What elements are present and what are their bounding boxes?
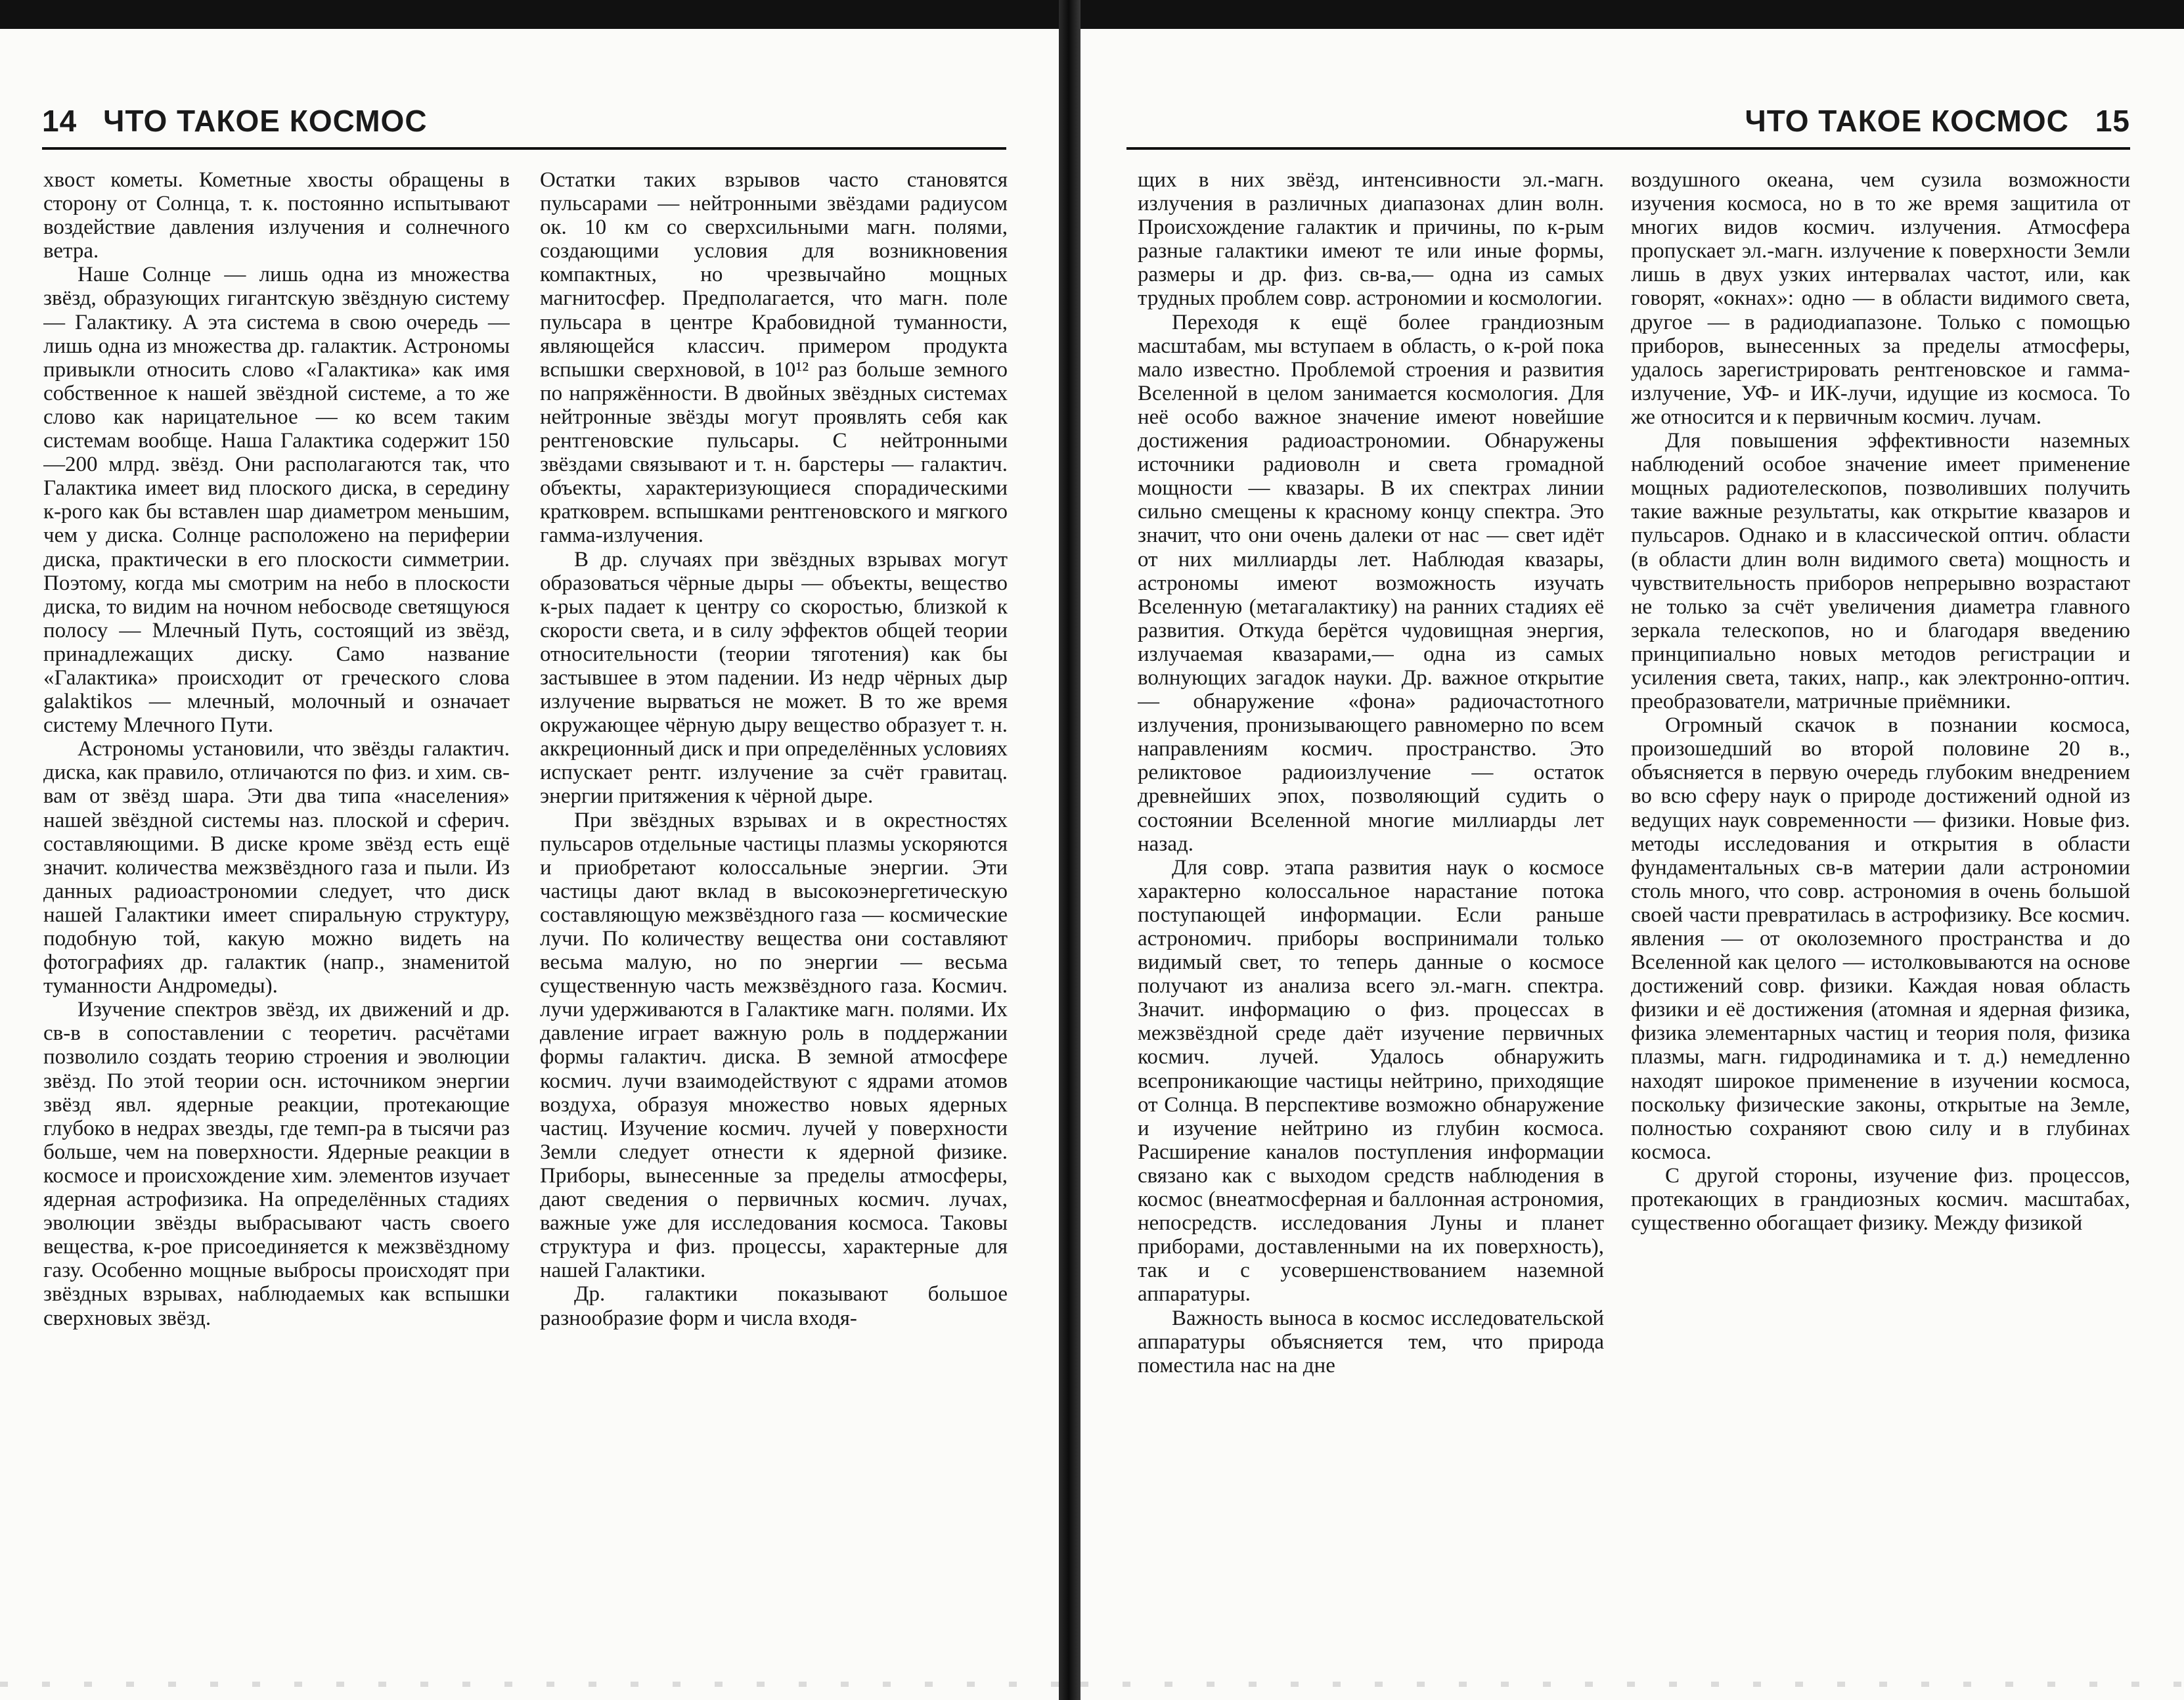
paragraph: В др. случаях при звёздных взрывах могут образоваться чёрные дыры — объекты, вещество к-рых падает к центру со скоростью, близкой к скорости света, и в силу эффектов общей теории относительности (теории тяготения) как бы застывшее в этом падении. Из недр чёрных дыр излучение вырваться не может. В то же время окружающее чёрную дыру вещество образует т. н. аккреционный диск и при определённых условиях испускает рентг. излучение за счёт гравитац. энергии притяжения к чёрной дыре.	[540, 547, 1008, 809]
right-header-title: ЧТО ТАКОЕ КОСМОС	[1745, 104, 2069, 138]
paragraph: Наше Солнце — лишь одна из множества звёзд, образующих гигантскую звёздную систему — Галактику. А эта система в свою очередь — лишь одна из множества др. галактик. Астрономы привыкли относить слово «Галактика» как имя собственное к нашей звёздной системе, а то же слово как нарицательное — ко всем таким системам вообще. Наша Галактика содержит 150—200 млрд. звёзд. Они располагаются так, что Галактика имеет вид плоского диска, в середину к-рого как бы вставлен шар диаметром меньшим, чем у диска. Солнце расположено на периферии диска, практически в его плоскости симметрии. Поэтому, когда мы смотрим на небо в плоскости диска, то видим на ночном небосводе светящуюся полосу — Млечный Путь, состоящий из звёзд, принадлежащих диску. Само название «Галактика» происходит от греческого слова galaktikos — млечный, молочный и означает систему Млечного Пути.	[43, 263, 510, 738]
scan-artifact	[1081, 1682, 2184, 1687]
left-running-head	[42, 95, 1006, 150]
right-page	[1081, 29, 2184, 1700]
scan-artifact	[0, 1682, 1059, 1687]
right-column-1	[1138, 168, 1604, 1620]
left-header-title: ЧТО ТАКОЕ КОСМОС	[103, 104, 428, 138]
paragraph: Огромный скачок в познании космоса, произошедший во второй половине 20 в., объясняется в первую очередь глубоким внедрением во всю сферу наук о природе достижений одной из ведущих наук современности — физики. Новые физ. методы исследования и открытия в области фундаментальных св-в материи дали астрономии столь много, что совр. астрономия в очень большой своей части превратилась в астрофизику. Все космич. явления — от околоземного пространства и до Вселенной как целого — истолковываются на основе достижений совр. физики. Каждая новая область физики и её достижения (атомная и ядерная физика, физика элементарных частиц и теория поля, физика плазмы, магн. гидродинамика и т. д.) немедленно находят широкое применение в изучении космоса, поскольку физические законы, открытые на Земле, полностью сохраняют свою силу и в глубинах космоса.	[1631, 713, 2130, 1164]
right-running-head	[1126, 95, 2130, 150]
left-page	[0, 29, 1059, 1700]
left-column-2	[540, 168, 1008, 1620]
right-column-2	[1631, 168, 2130, 1620]
paragraph: При звёздных взрывах и в окрестностях пульсаров отдельные частицы плазмы ускоряются и приобретают колоссальные энергии. Эти частицы дают вклад в высокоэнергетическую составляющую межзвёздного газа — космические лучи. По количеству вещества они составляют весьма малую, но по энергии — весьма существенную часть межзвёздного газа. Космич. лучи удерживаются в Галактике магн. полями. Их давление играет важную роль в поддержании формы галактич. диска. В земной атмосфере космич. лучи взаимодействуют с ядрами атомов воздуха, образуя множество новых ядерных частиц. Изучение космич. лучей у поверхности Земли следует отнести к ядерной физике. Приборы, вынесенные за пределы атмосферы, дают сведения о первичных космич. лучах, важные уже для исследования космоса. Таковы структура и физ. процессы, характерные для нашей Галактики.	[540, 808, 1008, 1283]
left-column-1	[43, 168, 510, 1620]
paragraph: Для повышения эффективности наземных наблюдений особое значение имеет применение мощных радиотелескопов, позволивших получить такие важные результаты, как открытие квазаров и пульсаров. Однако и в классической оптич. области (в области длин волн видимого света) мощность и чувствительность приборов непрерывно возрастают не только за счёт увеличения диаметра главного зеркала телескопов, но и благодаря введению принципиально новых методов регистрации и усиления света, таких, напр., как электронно-оптич. преобразователи, матричные приёмники.	[1631, 429, 2130, 714]
right-page-number: 15	[2095, 104, 2130, 138]
paragraph: щих в них звёзд, интенсивности эл.-магн. излучения в различных диапазонах длин волн. Происхождение галактик и причины, по к-рым разные галактики имеют те или иные формы, размеры и др. физ. св-ва,— одна из самых трудных проблем совр. астрономии и космологии.	[1138, 168, 1604, 311]
paragraph: Астрономы установили, что звёзды галактич. диска, как правило, отличаются по физ. и хим. св-вам от звёзд шара. Эти два типа «населения» нашей звёздной системы наз. плоской и сферич. составляющими. В диске кроме звёзд есть ещё значит. количества межзвёздного газа и пыли. Из данных радиоастрономии следует, что диск нашей Галактики имеет спиральную структуру, подобную той, какую можно видеть на фотографиях др. галактик (напр., знаменитой туманности Андромеды).	[43, 737, 510, 998]
paragraph: Переходя к ещё более грандиозным масштабам, мы вступаем в область, о к-рой пока мало известно. Проблемой строения и развития Вселенной в целом занимается космология. Для неё особо важное значение имеют новейшие достижения радиоастрономии. Обнаружены источники радиоволн и света громадной мощности — квазары. В их спектрах линии сильно смещены к красному концу спектра. Это значит, что они очень далеки от нас — свет идёт от них миллиарды лет. Наблюдая квазары, астрономы имеют возможность изучать Вселенную (метагалактику) на ранних стадиях её развития. Откуда берётся чудовищная энергия, излучаемая квазарами,— одна из самых волнующих загадок науки. Др. важное открытие — обнаружение «фона» радиочастотного излучения, пронизывающего равномерно по всем направлениям космич. пространство. Это реликтовое радиоизлучение — остаток древнейших эпох, позволяющий судить о состоянии Вселенной многие миллиарды лет назад.	[1138, 310, 1604, 856]
scan-top-edge	[0, 0, 2184, 29]
book-spine	[1059, 0, 1081, 1700]
paragraph: воздушного океана, чем сузила возможности изучения космоса, но в то же время защитила от многих видов космич. излучения. Атмосфера пропускает эл.-магн. излучение к поверхности Земли лишь в двух узких интервалах частот, или, как говорят, «окнах»: одно — в области видимого света, другое — в радиодиапазоне. Только с помощью приборов, вынесенных за пределы атмосферы, удалось зарегистрировать рентгеновское и гамма-излучение, УФ- и ИК-лучи, идущие из космоса. То же относится и к первичным космич. лучам.	[1631, 168, 2130, 429]
paragraph: Др. галактики показывают большое разнообразие форм и числа входя-	[540, 1282, 1008, 1330]
paragraph: Изучение спектров звёзд, их движений и др. св-в в сопоставлении с теоретич. расчётами позволило создать теорию строения и эволюции звёзд. По этой теории осн. источником энергии звёзд явл. ядерные реакции, протекающие глубоко в недрах звезды, где темп-ра в тысячи раз больше, чем на поверхности. Ядерные реакции в космосе и происхождение хим. элементов изучает ядерная астрофизика. На определённых стадиях эволюции звёзды выбрасывают часть своего вещества, к-рое присоединяется к межзвёздному газу. Особенно мощные выбросы происходят при звёздных взрывах, наблюдаемых как вспышки сверхновых звёзд.	[43, 998, 510, 1330]
paragraph: хвост кометы. Кометные хвосты обращены в сторону от Солнца, т. к. постоянно испытывают воздействие давления излучения и солнечного ветра.	[43, 168, 510, 263]
paragraph: Остатки таких взрывов часто становятся пульсарами — нейтронными звёздами радиусом ок. 10 км со сверхсильными магн. полями, создающими условия для возникновения компактных, но чрезвычайно мощных магнитосфер. Предполагается, что магн. поле пульсара в центре Крабовидной туманности, являющейся классич. примером продукта вспышки сверхновой, в 10¹² раз больше земного по напряжённости. В двойных звёздных системах нейтронные звёзды могут проявлять себя как рентгеновские пульсары. С нейтронными звёздами связывают и т. н. барстеры — галактич. объекты, характеризующиеся спорадическими кратковрем. вспышками рентгеновского и мягкого гамма-излучения.	[540, 168, 1008, 548]
left-page-number: 14	[42, 104, 78, 138]
paragraph: Важность выноса в космос исследовательской аппаратуры объясняется тем, что природа поместила нас на дне	[1138, 1306, 1604, 1377]
paragraph: С другой стороны, изучение физ. процессов, протекающих в грандиозных космич. масштабах, существенно обогащает физику. Между физикой	[1631, 1163, 2130, 1236]
paragraph: Для совр. этапа развития наук о космосе характерно колоссальное нарастание потока поступающей информации. Если раньше астрономич. приборы воспринимали только видимый свет, то теперь данные о космосе получают из анализа всего эл.-магн. спектра. Значит. информацию о физ. процессах в межзвёздной среде даёт изучение первичных космич. лучей. Удалось обнаружить всепроникающие частицы нейтрино, приходящие от Солнца. В перспективе возможно обнаружение и изучение нейтрино из глубин космоса. Расширение каналов поступления информации связано как с выходом средств наблюдения в космос (внеатмосферная и баллонная астрономия, непосредств. исследования Луны и планет приборами, доставленными на их поверхность), так и с усовершенствованием наземной аппаратуры.	[1138, 855, 1604, 1307]
